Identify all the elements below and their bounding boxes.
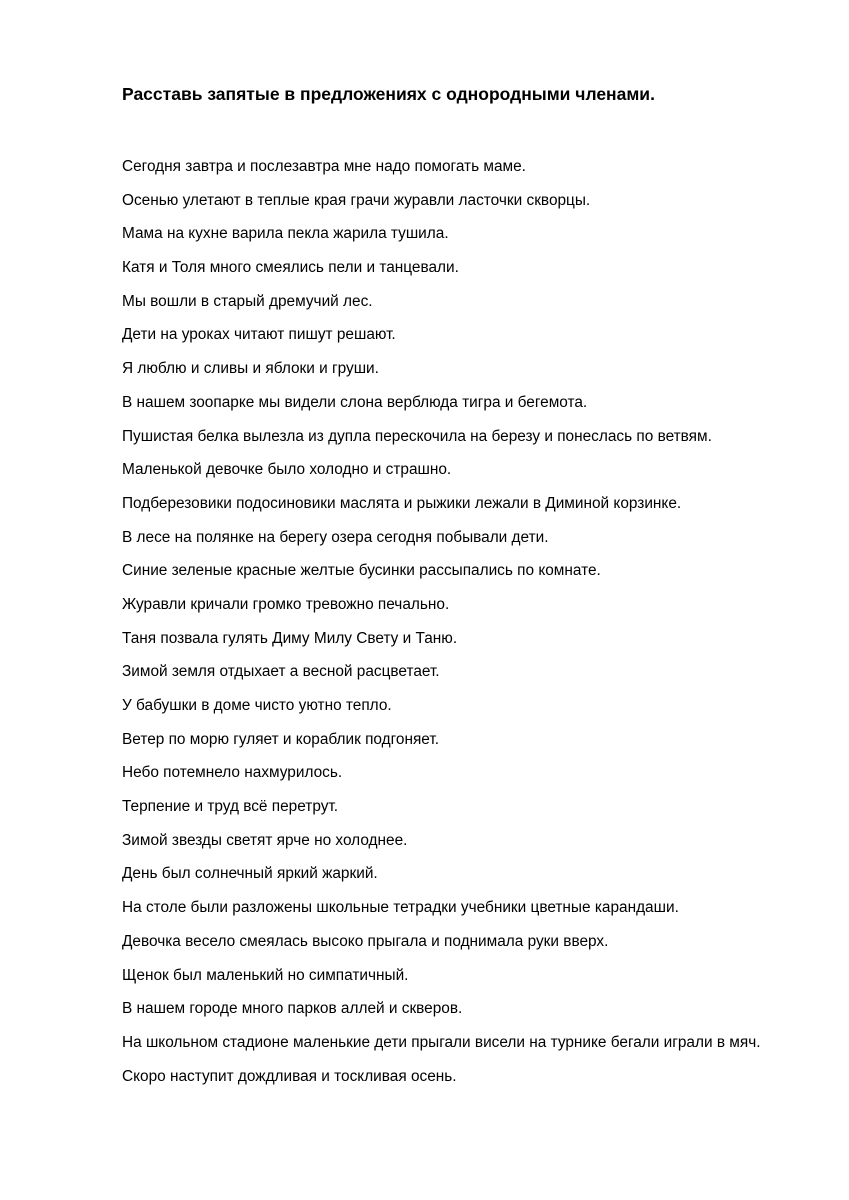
sentence-4: Катя и Толя много смеялись пели и танцевали. [122, 259, 459, 277]
sentence-3: Мама на кухне варила пекла жарила тушила. [122, 225, 449, 243]
sentence-26: В нашем городе много парков аллей и скверов. [122, 1000, 463, 1018]
sentence-list [122, 157, 761, 1100]
sentence-22: День был солнечный яркий жаркий. [122, 865, 378, 883]
sentence-16: Зимой земля отдыхает а весной расцветает. [122, 663, 440, 681]
sentence-11: Подберезовики подосиновики маслята и рыжики лежали в Диминой корзинке. [122, 494, 682, 512]
sentence-23: На столе были разложены школьные тетрадки учебники цветные карандаши. [122, 899, 679, 917]
sentence-20: Терпение и труд всё перетрут. [122, 798, 339, 816]
sentence-8: В нашем зоопарке мы видели слона верблюда тигра и бегемота. [122, 393, 588, 411]
sentence-6: Дети на уроках читают пишут решают. [122, 326, 396, 344]
sentence-21: Зимой звезды светят ярче но холоднее. [122, 831, 408, 849]
sentence-7: Я люблю и сливы и яблоки и груши. [122, 360, 379, 378]
sentence-13: Синие зеленые красные желтые бусинки рассыпались по комнате. [122, 562, 601, 580]
sentence-18: Ветер по морю гуляет и кораблик подгоняет. [122, 730, 439, 748]
sentence-17: У бабушки в доме чисто уютно тепло. [122, 697, 392, 714]
sentence-24: Девочка весело смеялась высоко прыгала и поднимала руки вверх. [122, 932, 609, 950]
sentence-15: Таня позвала гулять Диму Милу Свету и Таню. [122, 629, 458, 647]
sentence-27: На школьном стадионе маленькие дети прыгали висели на турнике бегали играли в мяч. [122, 1033, 761, 1051]
sentence-19: Небо потемнело нахмурилось. [122, 764, 343, 782]
sentence-25: Щенок был маленький но симпатичный. [122, 966, 409, 984]
sentence-28: Скоро наступит дождливая и тоскливая осень. [122, 1067, 457, 1085]
sentence-5: Мы вошли в старый дремучий лес. [122, 292, 373, 310]
sentence-10: Маленькой девочке было холодно и страшно. [122, 461, 452, 479]
sentence-2: Осенью улетают в теплые края грачи журавли ласточки скворцы. [122, 191, 591, 209]
page-title: Расставь запятые в предложениях с однородными членами. [122, 84, 655, 104]
sentence-9: Пушистая белка вылезла из дупла перескочила на березу и понеслась по ветвям. [122, 427, 712, 445]
sentence-12: В лесе на полянке на берегу озера сегодня побывали дети. [122, 528, 549, 546]
sentence-14: Журавли кричали громко тревожно печально. [122, 595, 450, 613]
sentence-1: Сегодня завтра и послезавтра мне надо помогать маме. [122, 158, 526, 175]
